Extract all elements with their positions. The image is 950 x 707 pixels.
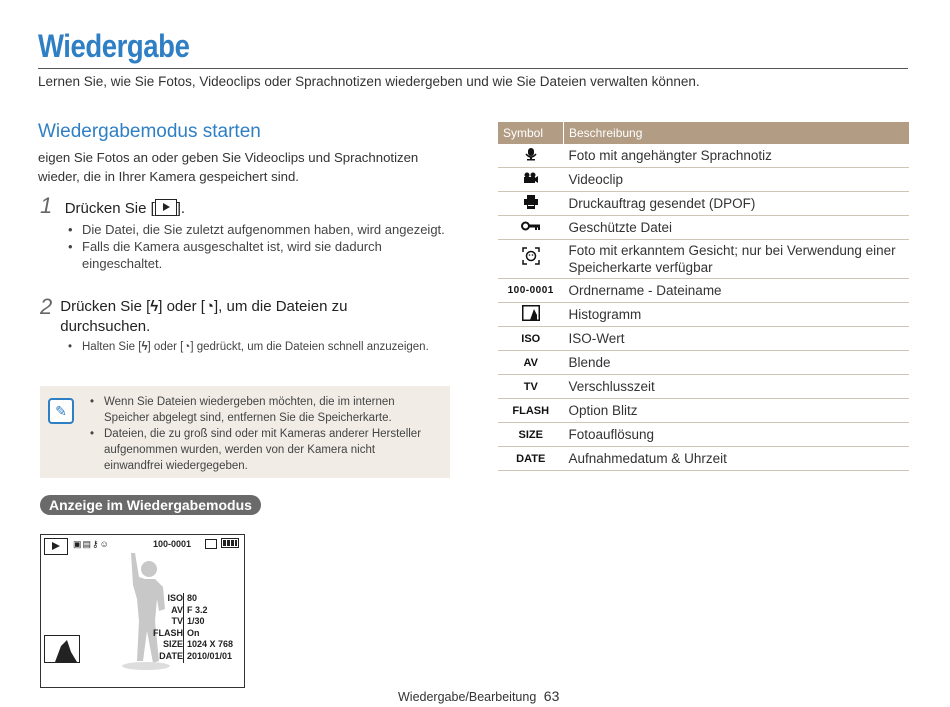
table-row [498, 399, 909, 423]
status-icons [73, 539, 110, 550]
step-1-bullets [64, 221, 460, 272]
timer-icon: ◔ [204, 298, 215, 315]
video-camera-icon [498, 168, 564, 192]
step-2-bullets [64, 339, 460, 355]
playback-screen-illustration [40, 534, 245, 688]
section-intro: eigen Sie Fotos an oder geben Sie Videoclips und Sprachnotizen wieder, die in Ihrer Kamera gespeichert sind. [38, 150, 419, 184]
video-camera-icon: ▣ [73, 539, 83, 549]
table-cell: ISO [498, 327, 564, 351]
list-item: • Wenn Sie Dateien wiedergeben möchten, die im internen Speicher abgelegt sind, entfernen Sie die Speicherkarte. [86, 394, 431, 426]
memory-card-icon [205, 539, 217, 549]
step-text: Drücken Sie [ϟ] oder [◔], um die Dateien zu durchsuchen. [60, 298, 348, 335]
page-title: Wiedergabe [38, 28, 190, 64]
flash-icon: ϟ [141, 341, 148, 353]
timer-icon: ◔ [183, 341, 191, 353]
note-box [40, 386, 450, 478]
table-cell: Aufnahmedatum & Uhrzeit [564, 447, 910, 471]
table-cell: DATE [498, 447, 564, 471]
face-detection-icon: ☺ [99, 539, 110, 549]
table-cell: FLASH [498, 399, 564, 423]
battery-icon [221, 538, 239, 548]
key-icon [498, 216, 564, 240]
table-row [498, 375, 909, 399]
table-row [498, 327, 909, 351]
flash-icon: ϟ [150, 298, 159, 315]
playback-mode-icon [44, 538, 68, 555]
table-cell: Foto mit angehängter Sprachnotiz [564, 144, 910, 168]
play-button-icon [155, 199, 177, 216]
note-list [86, 394, 431, 474]
list-item: • Die Datei, die Sie zuletzt aufgenommen haben, wird angezeigt. [64, 221, 460, 238]
column-header: Symbol [498, 122, 564, 144]
printer-icon: ▤ [82, 539, 93, 549]
table-cell: Foto mit erkanntem Gesicht; nur bei Verwendung einer Speicherkarte verfügbar [564, 240, 910, 279]
table-row [498, 216, 909, 240]
step-2 [40, 294, 460, 355]
title-divider [38, 68, 908, 69]
note-pencil-icon: ✎ [48, 398, 74, 424]
table-cell: SIZE [498, 423, 564, 447]
table-cell: Histogramm [564, 303, 910, 327]
histogram-icon [44, 635, 80, 663]
table-row [498, 144, 909, 168]
table-cell: Ordnername - Dateiname [564, 279, 910, 303]
table-cell: Druckauftrag gesendet (DPOF) [564, 192, 910, 216]
symbol-table [498, 122, 909, 471]
table-row [498, 240, 909, 279]
step-text: Drücken Sie [ ]. [64, 200, 186, 217]
table-cell: AV [498, 351, 564, 375]
printer-icon [498, 192, 564, 216]
table-row [498, 447, 909, 471]
section-heading: Wiedergabemodus starten [38, 121, 261, 142]
table-header-row [498, 122, 909, 144]
key-icon: ⚷ [92, 539, 100, 549]
column-header: Beschreibung [564, 122, 910, 144]
page-footer [398, 688, 559, 704]
step-number: 2 [40, 294, 53, 319]
step-number: 1 [40, 193, 53, 218]
table-cell: Blende [564, 351, 910, 375]
table-row [498, 279, 909, 303]
table-row [498, 303, 909, 327]
table-cell: ISO-Wert [564, 327, 910, 351]
page-subtitle: Lernen Sie, wie Sie Fotos, Videoclips oder Sprachnotizen wiedergeben und wie Sie Dateien verwalten können. [38, 74, 700, 89]
display-section-label: Anzeige im Wiedergabemodus [40, 495, 261, 515]
info-divider [183, 593, 184, 663]
table-row [498, 423, 909, 447]
list-item: • Halten Sie [ϟ] oder [◔] gedrückt, um die Dateien schnell anzuzeigen. [64, 339, 460, 355]
table-row [498, 351, 909, 375]
face-detection-icon [498, 240, 564, 279]
table-cell: Videoclip [564, 168, 910, 192]
list-item: • Falls die Kamera ausgeschaltet ist, wird sie dadurch eingeschaltet. [64, 238, 460, 272]
info-values: 80 F 3.2 1/30 On 1024 X 768 2010/01/01 [187, 593, 234, 661]
list-item: • Dateien, die zu groß sind oder mit Kameras anderer Hersteller aufgenommen wurden, werden von der Kamera nicht einwandfrei wiedergegeben. [86, 426, 431, 474]
histogram-icon [498, 303, 564, 327]
footer-section: Wiedergabe/Bearbeitung [398, 690, 537, 704]
table-cell: Geschützte Datei [564, 216, 910, 240]
info-keys: ISO AV TV FLASH SIZE DATE [153, 593, 183, 661]
table-cell: Option Blitz [564, 399, 910, 423]
table-row [498, 168, 909, 192]
step-1 [40, 193, 460, 272]
table-cell: 100-0001 [498, 279, 564, 303]
table-cell: TV [498, 375, 564, 399]
page-number: 63 [543, 688, 560, 704]
table-cell: Verschlusszeit [564, 375, 910, 399]
table-cell: Fotoauflösung [564, 423, 910, 447]
table-row [498, 192, 909, 216]
microphone-icon [498, 144, 564, 168]
file-number: 100-0001 [153, 539, 192, 549]
